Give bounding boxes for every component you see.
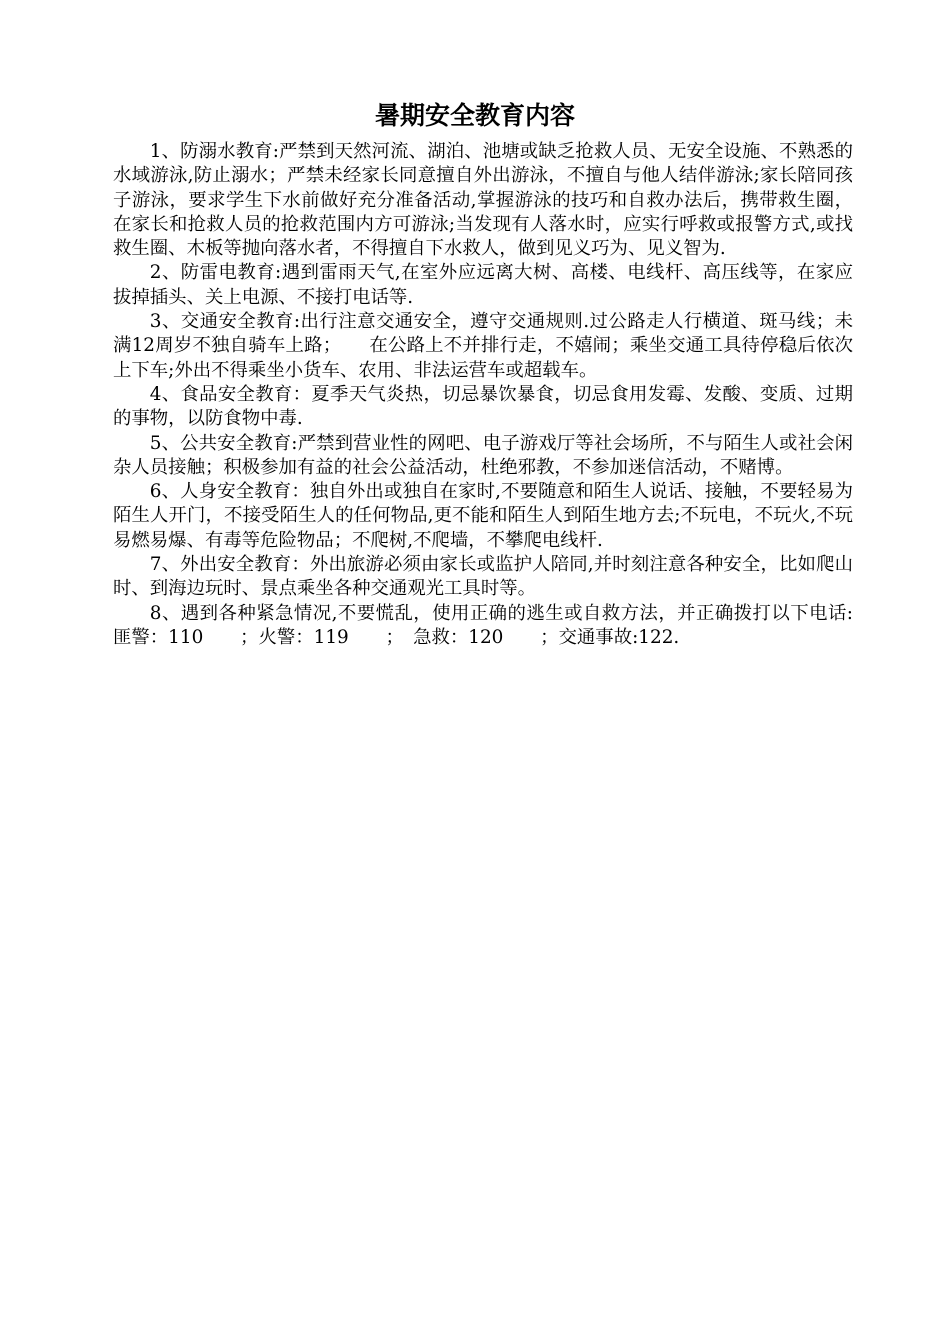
paragraph-drowning-prevention: 1、防溺水教育:严禁到天然河流、湖泊、池塘或缺乏抢救人员、无安全设施、不熟悉的水域游泳,防止溺水；严禁未经家长同意擅自外出游泳，不擅自与他人结伴游泳;家长陪同孩子游泳，要求学生下水前做好充分准备活动,掌握游泳的技巧和自救办法后，携带救生圈，在家长和抢救人员的抢救范围内方可游泳;当发现有人落水时，应实行呼救或报警方式,或找救生圈、木板等抛向落水者，不得擅自下水救人，做到见义巧为、见义智为. [113,141,853,260]
paragraph-travel-safety: 7、外出安全教育：外出旅游必须由家长或监护人陪同,并时刻注意各种安全，比如爬山时、到海边玩时、景点乘坐各种交通观光工具时等。 [113,554,853,600]
paragraph-traffic-safety: 3、交通安全教育:出行注意交通安全，遵守交通规则.过公路走人行横道、斑马线；未满12周岁不独自骑车上路； 在公路上不并排行走，不嬉闹；乘坐交通工具待停稳后依次上下车;外出不得乘坐小货车、农用、非法运营车或超载车。 [113,311,853,381]
document-title: 暑期安全教育内容 [374,101,575,130]
paragraph-public-safety: 5、公共安全教育:严禁到营业性的网吧、电子游戏厅等社会场所，不与陌生人或社会闲杂人员接触；积极参加有益的社会公益活动，杜绝邪教，不参加迷信活动，不赌博。 [113,432,853,478]
paragraph-emergency-numbers: 8、遇到各种紧急情况,不要慌乱，使用正确的逃生或自救方法，并正确拨打以下电话:匪警：110 ；火警：119 ； 急救：120 ；交通事故:122. [113,602,853,648]
paragraph-personal-safety: 6、人身安全教育：独自外出或独自在家时,不要随意和陌生人说话、接触，不要轻易为陌生人开门，不接受陌生人的任何物品,更不能和陌生人到陌生地方去;不玩电，不玩火,不玩易燃易爆、有毒等危险物品；不爬树,不爬墙，不攀爬电线杆. [113,481,853,551]
document-body [113,140,853,650]
paragraph-food-safety: 4、食品安全教育：夏季天气炎热，切忌暴饮暴食，切忌食用发霉、发酸、变质、过期的事物，以防食物中毒. [113,383,853,430]
paragraph-lightning-safety: 2、防雷电教育:遇到雷雨天气,在室外应远离大树、高楼、电线杆、高压线等，在家应拔掉插头、关上电源、不接打电话等. [113,262,853,308]
